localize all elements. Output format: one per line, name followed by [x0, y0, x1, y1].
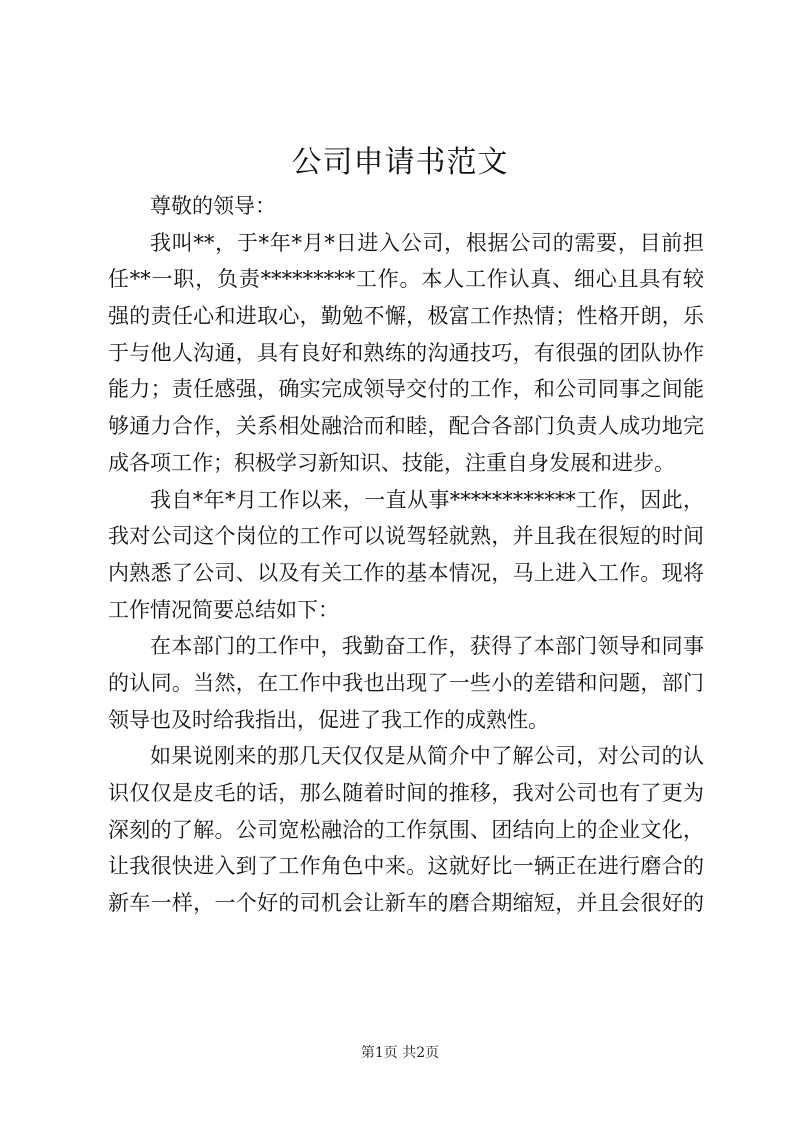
document-line: 新车一样，一个好的司机会让新车的磨合期缩短，并且会很好的 — [108, 891, 704, 916]
document-line: 的认同。当然，在工作中我也出现了一些小的差错和问题，部门 — [108, 670, 704, 695]
document-line: 我叫**，于*年*月*日进入公司，根据公司的需要，目前担 — [150, 230, 704, 255]
document-body — [108, 188, 704, 922]
document-title: 公司申请书范文 — [291, 145, 509, 180]
document-line: 我自*年*月工作以来，一直从事************工作，因此， — [150, 487, 704, 512]
document-line: 工作情况简要总结如下： — [108, 597, 339, 622]
document-line: 如果说刚来的那几天仅仅是从简介中了解公司，对公司的认 — [150, 744, 704, 769]
document-line: 让我很快进入到了工作角色中来。这就好比一辆正在进行磨合的 — [108, 854, 704, 879]
document-line: 内熟悉了公司、以及有关工作的基本情况，马上进入工作。现将 — [108, 560, 704, 585]
document-line: 在本部门的工作中，我勤奋工作，获得了本部门领导和同事 — [150, 634, 704, 659]
document-line: 深刻的了解。公司宽松融洽的工作氛围、团结向上的企业文化， — [108, 817, 704, 842]
document-line: 成各项工作；积极学习新知识、技能，注重自身发展和进步。 — [108, 450, 675, 475]
document-line: 尊敬的领导： — [150, 194, 276, 218]
document-line: 够通力合作，关系相处融洽而和睦，配合各部门负责人成功地完 — [108, 414, 704, 439]
document-line: 我对公司这个岗位的工作可以说驾轻就熟，并且我在很短的时间 — [108, 524, 704, 549]
document-line: 任**一职，负责*********工作。本人工作认真、细心且具有较 — [108, 267, 704, 292]
document-line: 领导也及时给我指出，促进了我工作的成熟性。 — [108, 707, 549, 732]
document-line: 于与他人沟通，具有良好和熟练的沟通技巧，有很强的团队协作 — [108, 340, 704, 365]
document-line: 识仅仅是皮毛的话，那么随着时间的推移，我对公司也有了更为 — [108, 781, 704, 805]
document-line: 强的责任心和进取心，勤勉不懈，极富工作热情；性格开朗，乐 — [108, 304, 704, 329]
page-footer: 第1页 共2页 — [360, 1045, 440, 1061]
document-line: 能力；责任感强，确实完成领导交付的工作，和公司同事之间能 — [108, 377, 704, 402]
